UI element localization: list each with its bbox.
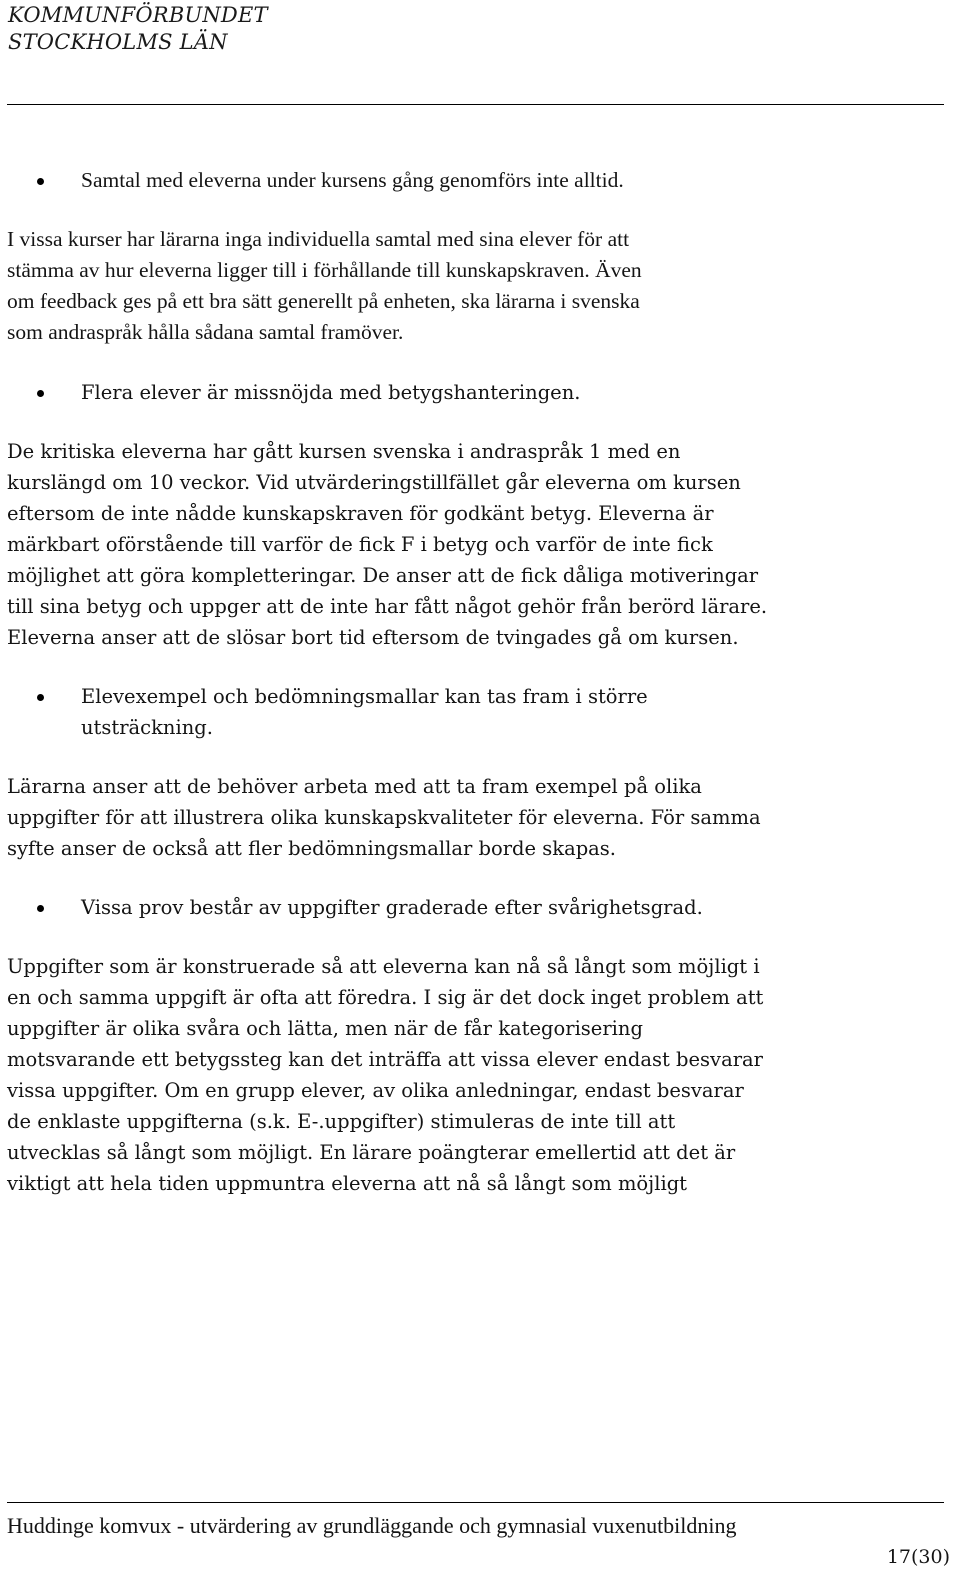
paragraph-line: Uppgifter som är konstruerade så att eleverna kan nå så långt som möjligt i xyxy=(7,955,760,978)
paragraph-line: uppgifter är olika svåra och lätta, men när de får kategorisering xyxy=(7,1017,643,1040)
paragraph-line: en och samma uppgift är ofta att föredra. I sig är det dock inget problem att xyxy=(7,986,764,1009)
bullet-text-line: utsträckning. xyxy=(81,716,213,739)
paragraph xyxy=(7,224,937,348)
paragraph-line: I vissa kurser har lärarna inga individuella samtal med sina elever för att xyxy=(7,227,630,251)
paragraph-line: uppgifter för att illustrera olika kunskapskvaliteter för eleverna. För samma xyxy=(7,806,761,829)
bullet-icon xyxy=(37,694,44,701)
header-org-line-2: STOCKHOLMS LÄN xyxy=(8,30,228,54)
paragraph-line: som andraspråk hålla sådana samtal framöver. xyxy=(7,320,404,344)
bullet-text: Vissa prov består av uppgifter graderade efter svårighetsgrad. xyxy=(81,896,703,919)
page-header xyxy=(8,2,268,56)
bullet-text-line: Elevexempel och bedömningsmallar kan tas fram i större xyxy=(81,685,648,708)
paragraph xyxy=(7,771,937,864)
paragraph-line: De kritiska eleverna har gått kursen svenska i andraspråk 1 med en xyxy=(7,440,681,463)
paragraph-line: om feedback ges på ett bra sätt generellt på enheten, ska lärarna i svenska xyxy=(7,289,640,313)
paragraph-line: viktigt att hela tiden uppmuntra eleverna att nå så långt som möjligt xyxy=(7,1172,688,1195)
paragraph-line: möjlighet att göra kompletteringar. De anser att de fick dåliga motiveringar xyxy=(7,564,759,587)
page-body xyxy=(7,165,937,1199)
bullet-item xyxy=(7,681,937,743)
header-org-line-1: KOMMUNFÖRBUNDET xyxy=(8,3,268,27)
page-number: 17(30) xyxy=(886,1546,950,1568)
header-divider xyxy=(7,104,944,105)
paragraph-line: till sina betyg och uppger att de inte har fått något gehör från berörd lärare. xyxy=(7,595,768,618)
paragraph xyxy=(7,951,937,1199)
bullet-item xyxy=(7,377,937,408)
paragraph-line: eftersom de inte nådde kunskapskraven för godkänt betyg. Eleverna är xyxy=(7,502,714,525)
bullet-icon xyxy=(37,390,44,397)
paragraph-line: stämma av hur eleverna ligger till i förhållande till kunskapskraven. Även xyxy=(7,258,642,282)
paragraph-line: syfte anser de också att fler bedömningsmallar borde skapas. xyxy=(7,837,617,860)
paragraph-line: märkbart oförstående till varför de fick F i betyg och varför de inte fick xyxy=(7,533,713,556)
paragraph-line: de enklaste uppgifterna (s.k. E-.uppgifter) stimuleras de inte till att xyxy=(7,1110,676,1133)
paragraph-line: Eleverna anser att de slösar bort tid eftersom de tvingades gå om kursen. xyxy=(7,626,739,649)
paragraph-line: utvecklas så långt som möjligt. En lärare poängterar emellertid att det är xyxy=(7,1141,736,1164)
bullet-item xyxy=(7,892,937,923)
paragraph-line: motsvarande ett betygssteg kan det inträffa att vissa elever endast besvarar xyxy=(7,1048,763,1071)
bullet-text: Flera elever är missnöjda med betygshanteringen. xyxy=(81,381,581,404)
bullet-icon xyxy=(37,905,44,912)
bullet-icon xyxy=(37,178,44,185)
paragraph xyxy=(7,436,937,653)
paragraph-line: kurslängd om 10 veckor. Vid utvärderingstillfället går eleverna om kursen xyxy=(7,471,741,494)
paragraph-line: Lärarna anser att de behöver arbeta med att ta fram exempel på olika xyxy=(7,775,702,798)
footer-divider xyxy=(7,1502,944,1503)
bullet-text: Samtal med eleverna under kursens gång genomförs inte alltid. xyxy=(81,168,624,192)
footer-title: Huddinge komvux - utvärdering av grundläggande och gymnasial vuxenutbildning xyxy=(7,1513,737,1538)
bullet-item xyxy=(7,165,937,196)
paragraph-line: vissa uppgifter. Om en grupp elever, av olika anledningar, endast besvarar xyxy=(7,1079,744,1102)
